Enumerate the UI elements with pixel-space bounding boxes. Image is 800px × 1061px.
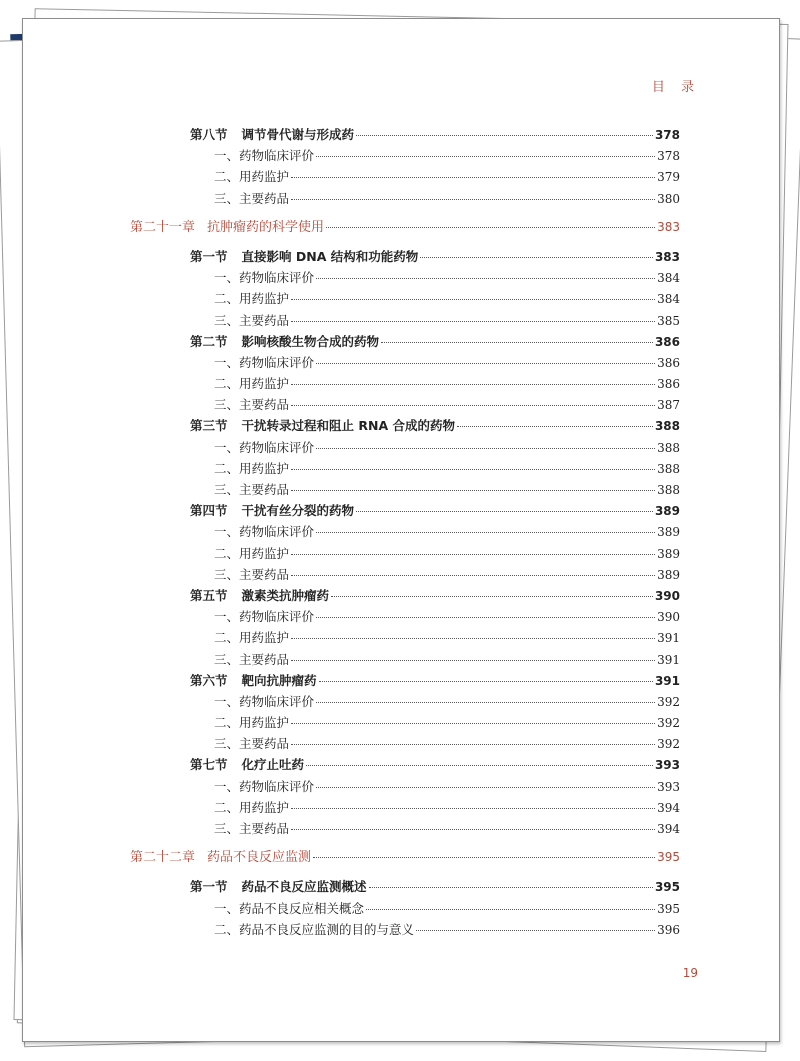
toc-entry-label (214, 798, 289, 816)
toc-entry-label (190, 755, 304, 773)
toc-entry-label (190, 877, 367, 895)
toc-page-number: 383 (657, 219, 680, 234)
toc-leader-dots (316, 363, 655, 364)
toc-entry-label (190, 586, 329, 604)
toc-page-number: 386 (657, 355, 680, 370)
toc-section-row[interactable] (130, 877, 680, 898)
toc-leader-dots (291, 808, 655, 809)
toc-entry-number: 第六节 (190, 672, 228, 688)
toc-leader-dots (316, 617, 655, 618)
toc-item-row[interactable] (130, 777, 680, 798)
toc-item-row[interactable] (130, 438, 680, 459)
toc-section-row[interactable] (130, 247, 680, 268)
toc-entry-number: 第七节 (190, 757, 228, 773)
toc-page-number: 395 (657, 850, 680, 865)
toc-page-number: 389 (654, 504, 680, 519)
toc-chapter-row[interactable] (130, 216, 680, 237)
toc-leader-dots (331, 596, 653, 597)
toc-leader-dots (381, 342, 653, 343)
toc-entry-label (190, 671, 317, 689)
toc-entry-title: 一、药品不良反应相关概念 (214, 900, 365, 916)
toc-entry-number: 第三节 (190, 418, 228, 434)
toc-entry-title: 三、主要药品 (214, 736, 290, 752)
toc-item-row[interactable] (130, 819, 680, 840)
toc-leader-dots (291, 744, 655, 745)
toc-item-row[interactable] (130, 189, 680, 210)
toc-item-row[interactable] (130, 289, 680, 310)
toc-page-number: 388 (657, 440, 680, 455)
toc-entry-label (214, 713, 289, 731)
toc-entry-label (214, 734, 289, 752)
toc-item-row[interactable] (130, 565, 680, 586)
toc-page-number: 393 (657, 779, 680, 794)
toc-item-row[interactable] (130, 628, 680, 649)
toc-leader-dots (326, 227, 655, 228)
toc-entry-label (214, 395, 289, 413)
toc-item-row[interactable] (130, 692, 680, 713)
toc-entry-title: 三、主要药品 (214, 566, 290, 582)
page-number: 19 (682, 966, 698, 980)
toc-entry-label (190, 332, 379, 350)
toc-item-row[interactable] (130, 167, 680, 188)
toc-page-number: 380 (657, 191, 680, 206)
toc-leader-dots (457, 426, 653, 427)
toc-page-number: 392 (657, 716, 680, 731)
toc-entry-label (214, 374, 289, 392)
toc-page-number: 390 (657, 610, 680, 625)
toc-section-row[interactable] (130, 416, 680, 437)
toc-entry-title: 二、用药监护 (214, 630, 290, 646)
toc-section-row[interactable] (130, 755, 680, 776)
toc-leader-dots (291, 469, 655, 470)
toc-leader-dots (291, 384, 655, 385)
toc-leader-dots (316, 787, 655, 788)
toc-entry-title: 干扰转录过程和阻止 RNA 合成的药物 (241, 418, 455, 434)
toc-entry-title: 三、主要药品 (214, 312, 290, 328)
toc-page-number: 379 (657, 170, 680, 185)
toc-page-number: 388 (657, 483, 680, 497)
toc-page-number: 384 (657, 292, 680, 307)
toc-entry-title: 二、用药监护 (214, 545, 290, 561)
toc-entry-number: 第八节 (190, 127, 228, 142)
toc-item-row[interactable] (130, 713, 680, 734)
toc-entry-title: 一、药物临床评价 (214, 524, 315, 540)
toc-entry-title: 药品不良反应监测概述 (241, 879, 367, 895)
toc-leader-dots (291, 177, 655, 178)
toc-page-number: 391 (657, 652, 680, 667)
toc-entry-title: 二、用药监护 (214, 799, 290, 815)
toc-leader-dots (291, 199, 655, 200)
toc-entry-title: 调节骨代谢与形成药 (241, 127, 355, 142)
toc-entry-label (214, 289, 289, 307)
toc-item-row[interactable] (130, 268, 680, 289)
toc-page-number: 392 (657, 737, 680, 752)
toc-entry-number: 第五节 (190, 587, 228, 603)
toc-item-row[interactable] (130, 734, 680, 755)
toc-entry-label (214, 146, 314, 164)
toc-leader-dots (316, 702, 655, 703)
toc-leader-dots (356, 511, 653, 512)
toc-leader-dots (313, 857, 655, 858)
toc-entry-label (130, 846, 311, 865)
toc-page-number: 384 (657, 271, 680, 286)
toc-item-row[interactable] (130, 311, 680, 332)
toc-entry-title: 一、药物临床评价 (214, 270, 315, 286)
page-header-title: 目 录 (651, 80, 700, 95)
toc-entry-label (130, 216, 324, 235)
toc-entry-title: 二、用药监护 (214, 376, 290, 392)
toc-entry-label (214, 607, 314, 625)
toc-leader-dots (291, 575, 655, 576)
toc-entry-title: 二、用药监护 (214, 169, 290, 185)
toc-page-number: 386 (654, 334, 680, 349)
toc-page-number: 389 (657, 546, 680, 561)
toc-page-number: 388 (657, 461, 680, 476)
toc-entry-title: 三、主要药品 (214, 651, 290, 667)
toc-entry-label (214, 899, 364, 917)
toc-item-row[interactable] (130, 480, 680, 501)
toc-entry-title: 三、主要药品 (214, 190, 290, 206)
toc-entry-title: 一、药物临床评价 (214, 439, 315, 455)
toc-leader-dots (291, 660, 655, 661)
table-of-contents (130, 125, 680, 941)
toc-leader-dots (291, 321, 655, 322)
toc-entry-label (214, 628, 289, 646)
toc-item-row[interactable] (130, 374, 680, 395)
toc-leader-dots (306, 765, 653, 766)
toc-leader-dots (291, 723, 655, 724)
toc-leader-dots (366, 909, 655, 910)
toc-page-number: 389 (657, 567, 680, 582)
toc-entry-label (214, 650, 289, 668)
toc-section-row[interactable] (130, 501, 680, 522)
toc-entry-label (214, 268, 314, 286)
toc-entry-label (214, 189, 289, 207)
toc-page-number: 378 (654, 128, 680, 142)
toc-entry-title: 三、主要药品 (214, 821, 290, 836)
toc-item-row[interactable] (130, 146, 680, 167)
toc-leader-dots (356, 135, 653, 136)
toc-item-row[interactable] (130, 899, 680, 920)
toc-page-number: 394 (657, 800, 680, 815)
toc-item-row[interactable] (130, 607, 680, 628)
toc-entry-title: 一、药物临床评价 (214, 778, 315, 794)
toc-page-number: 378 (657, 149, 680, 164)
toc-page-number: 396 (657, 922, 680, 937)
toc-leader-dots (369, 887, 653, 888)
toc-entry-label (190, 416, 455, 434)
toc-leader-dots (291, 829, 655, 830)
toc-entry-label (214, 522, 314, 540)
toc-entry-title: 抗肿瘤药的科学使用 (207, 219, 325, 235)
toc-entry-label (190, 247, 418, 265)
toc-chapter-row[interactable] (130, 846, 680, 867)
toc-page-number: 391 (654, 673, 680, 688)
toc-entry-label (214, 819, 289, 837)
toc-leader-dots (420, 257, 653, 258)
toc-entry-number: 第二节 (190, 333, 228, 349)
toc-item-row[interactable] (130, 395, 680, 416)
toc-entry-title: 直接影响 DNA 结构和功能药物 (241, 248, 419, 264)
toc-page-number: 385 (657, 313, 680, 328)
toc-entry-number: 第四节 (190, 503, 228, 519)
toc-page-number: 389 (657, 525, 680, 540)
toc-entry-label (190, 501, 354, 519)
toc-leader-dots (316, 532, 655, 533)
toc-leader-dots (316, 156, 655, 157)
toc-entry-label (190, 125, 354, 143)
toc-entry-label (214, 311, 289, 329)
toc-section-row[interactable] (130, 125, 680, 146)
toc-entry-title: 干扰有丝分裂的药物 (241, 503, 355, 519)
toc-entry-title: 一、药物临床评价 (214, 693, 315, 709)
toc-entry-title: 二、用药监护 (214, 460, 290, 476)
toc-entry-title: 一、药物临床评价 (214, 354, 315, 370)
toc-section-row[interactable] (130, 332, 680, 353)
toc-entry-number: 第一节 (190, 879, 228, 895)
toc-page-number: 391 (657, 631, 680, 646)
toc-entry-title: 二、用药监护 (214, 715, 290, 731)
toc-leader-dots (291, 554, 655, 555)
toc-entry-title: 药品不良反应监测 (207, 850, 312, 866)
toc-section-row[interactable] (130, 586, 680, 607)
toc-page-number: 395 (657, 901, 680, 916)
toc-item-row[interactable] (130, 459, 680, 480)
toc-item-row[interactable] (130, 353, 680, 374)
toc-page-number: 388 (654, 419, 680, 434)
toc-entry-number: 第二十一章 (130, 219, 196, 235)
toc-item-row[interactable] (130, 650, 680, 671)
toc-entry-label (214, 565, 289, 583)
toc-leader-dots (291, 405, 655, 406)
toc-page-number: 390 (654, 588, 680, 603)
toc-entry-title: 三、主要药品 (214, 397, 290, 413)
toc-leader-dots (316, 448, 655, 449)
toc-entry-title: 激素类抗肿瘤药 (241, 587, 330, 603)
toc-entry-number: 第一节 (190, 248, 228, 264)
toc-entry-label (214, 544, 289, 562)
toc-entry-title: 影响核酸生物合成的药物 (241, 333, 380, 349)
toc-page-number: 386 (657, 377, 680, 392)
toc-page-number: 383 (654, 249, 680, 264)
toc-entry-title: 化疗止吐药 (241, 757, 305, 773)
toc-item-row[interactable] (130, 920, 680, 941)
toc-entry-label (214, 459, 289, 477)
toc-page-number: 387 (657, 398, 680, 413)
toc-entry-number: 第二十二章 (130, 850, 196, 866)
toc-page-number: 395 (654, 880, 680, 895)
toc-entry-label (214, 692, 314, 710)
toc-entry-label (214, 167, 289, 185)
toc-leader-dots (291, 638, 655, 639)
toc-entry-title: 二、药品不良反应监测的目的与意义 (214, 921, 415, 937)
toc-entry-label (214, 777, 314, 795)
toc-leader-dots (319, 681, 653, 682)
toc-leader-dots (291, 490, 655, 491)
toc-leader-dots (291, 299, 655, 300)
toc-item-row[interactable] (130, 544, 680, 565)
toc-entry-label (214, 438, 314, 456)
toc-item-row[interactable] (130, 798, 680, 819)
toc-leader-dots (416, 930, 655, 931)
toc-entry-title: 一、药物临床评价 (214, 609, 315, 625)
toc-entry-label (214, 920, 414, 938)
toc-page-number: 393 (654, 758, 680, 773)
toc-entry-label (214, 353, 314, 371)
toc-section-row[interactable] (130, 671, 680, 692)
toc-entry-title: 三、主要药品 (214, 482, 290, 497)
toc-item-row[interactable] (130, 522, 680, 543)
toc-entry-title: 二、用药监护 (214, 291, 290, 307)
toc-page-number: 394 (657, 822, 680, 836)
toc-entry-title: 靶向抗肿瘤药 (241, 672, 317, 688)
toc-entry-label (214, 480, 289, 498)
toc-leader-dots (316, 278, 655, 279)
toc-page-number: 392 (657, 694, 680, 709)
toc-entry-title: 一、药物临床评价 (214, 148, 315, 164)
